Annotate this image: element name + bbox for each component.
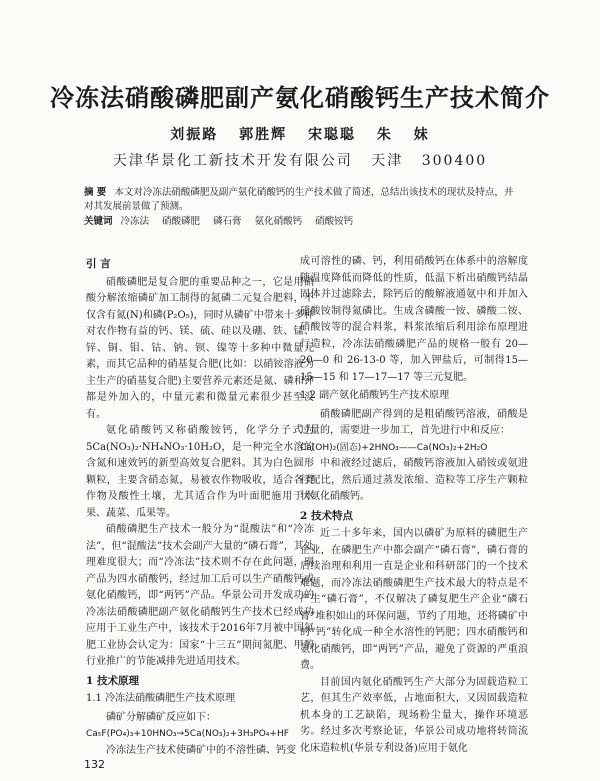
section-heading-intro: 引 言 bbox=[86, 258, 111, 270]
paragraph: 磷矿分解磷矿反应如下： bbox=[106, 711, 216, 723]
keywords-label: 关键词 bbox=[84, 216, 113, 227]
right-column bbox=[300, 254, 528, 757]
subsection-heading-1-2: 1.2 副产氨化硝酸钙生产技术原理 bbox=[300, 390, 450, 401]
paragraph: 硝酸磷肥副产得到的是粗硝酸钙溶液，硝酸是过量的，需要进一步加工，首先进行中和反应： bbox=[300, 408, 528, 436]
section-heading-2: 2 技术特点 bbox=[300, 509, 353, 522]
paragraph: 硝酸磷肥生产技术一般分为“混酸法”和“冷冻法”，但“混酸法”技术会副产大量的“磷石膏”，其处理难度很大；而“冷冻法”技术则不存在此问题，副产品为四水硝酸钙，经过加工后可以生产硝酸钙或氨化硝酸钙，即“两钙”产品。华景公司开发成功的冷冻法硝酸磷肥副产氨化硝酸钙生产技术已经成功应用于工业生产中，该技术于2016年7月被中国氮肥工业协会认定为：国家“十三五”期间氮肥、甲醇行业推广的节能减排先进适用技术。 bbox=[86, 524, 314, 667]
page-number: 132 bbox=[84, 758, 105, 771]
abstract-label: 摘 要 bbox=[84, 187, 107, 198]
section-heading-1: 1 技术原理 bbox=[86, 674, 139, 687]
abstract-text: 本文对冷冻法硝酸磷肥及副产氨化硝酸钙的生产技术做了简述，总结出该技术的现状及特点，并对其发展前景做了预测。 bbox=[84, 187, 514, 212]
affiliation: 天津华景化工新技术开发有限公司 天津 300400 bbox=[112, 153, 488, 169]
equation-1: Ca₅F(PO₄)₃+10HNO₃→5Ca(NO₃)₂+3H₃PO₄+HF bbox=[86, 729, 289, 739]
left-column bbox=[86, 254, 314, 759]
keywords-text: 冷冻法 硝酸磷肥 磷石膏 氨化硝酸钙 硝酸铵钙 bbox=[120, 216, 354, 227]
paragraph: 近二十多年来，国内以磷矿为原料的磷肥生产企业，在磷肥生产中都会副产“磷石膏”，磷石膏的后续治理和利用一直是企业和科研部门的一个技术难题，而冷冻法硝酸磷肥生产技术最大的特点是不产生“磷石膏”，不仅解决了磷复肥生产企业“磷石膏”堆积如山的环保问题，节约了用地，还将磷矿中的“钙”转化成一种全水溶性的钙肥；四水硝酸钙和氨化硝酸钙，即“两钙”产品，避免了资源的严重浪费。 bbox=[300, 528, 528, 671]
paragraph: 中和液经过滤后，硝酸钙溶液加入硝铵或氨进行配比，然后通过蒸发浓缩、造粒等工序生产颗粒状氨化硝酸钙。 bbox=[300, 458, 528, 502]
paragraph: 冷冻法生产技术使磷矿中的不溶性磷、钙变 bbox=[106, 744, 296, 756]
keywords bbox=[84, 215, 520, 229]
paragraph: 硝酸磷肥是复合肥的重要品种之一，它是用硝酸分解浓缩磷矿加工制得的氮磷二元复合肥料，不仅含有氮(N)和磷(P₂O₅)，同时从磷矿中带来十多种对农作物有益的钙、镁、硫、硅以及硼、铁、锰、锌、铜、钼、钴、钠、钡、镍等十多种中微量元素，而其它品种的硝基复合肥(比如：以硝铵溶液为主生产的硝基复合肥)主要营养元素还是氮、磷和钾都是外加入的，中量元素和微量元素很少甚至没有。 bbox=[86, 276, 314, 420]
author-list: 刘振路 郭胜辉 宋聪聪 朱 妹 bbox=[170, 127, 430, 143]
article-title: 冷冻法硝酸磷肥副产氨化硝酸钙生产技术简介 bbox=[50, 84, 550, 112]
paragraph: 目前国内氨化硝酸钙生产大部分为固载造粒工艺，但其生产效率低，占地面积大，又因固载造粒机本身的工艺缺陷，现场粉尘量大，操作环境恶劣。经过多次考察论证，华景公司成功地将转筒流化床造粒机(华景专利设备)应用于氨化 bbox=[300, 676, 528, 754]
paragraph: 成可溶性的磷、钙，利用硝酸钙在体系中的溶解度随温度降低而降低的性质，低温下析出硝酸钙结晶固体并过滤除去，除钙后的酸解液通氨中和并加入硝酸铵制得氮磷比。生成含磷酸一铵、磷酸二铵、硝酸铵等的混合料浆，料浆浓缩后利用涂布原理进行造粒，冷冻法硝酸磷肥产品的规格一般有 20—20—0 和 26-13-0 等，加入钾盐后，可制得15—15—15 和 17—17—17 等三元复肥。 bbox=[300, 256, 528, 383]
equation-2: Ca(OH)₂(固态)+2HNO₃——Ca(NO₃)₂+2H₂O bbox=[300, 442, 488, 453]
abstract bbox=[84, 186, 520, 214]
subsection-heading-1-1: 1.1 冷冻法硝酸磷肥生产技术原理 bbox=[86, 693, 236, 704]
paragraph: 氨化硝酸钙又称硝酸铵钙，化学分子式为5Ca(NO₃)₂·NH₄NO₃·10H₂O，是一种完全水溶的含氮和速效钙的新型高效复合肥料。其为白色圆形颗粒，主要含硝态氮，易被农作物吸收，适合各类作物及酸性土壤，尤其适合作为叶面肥施用于水果、蔬菜、瓜果等。 bbox=[86, 425, 314, 519]
